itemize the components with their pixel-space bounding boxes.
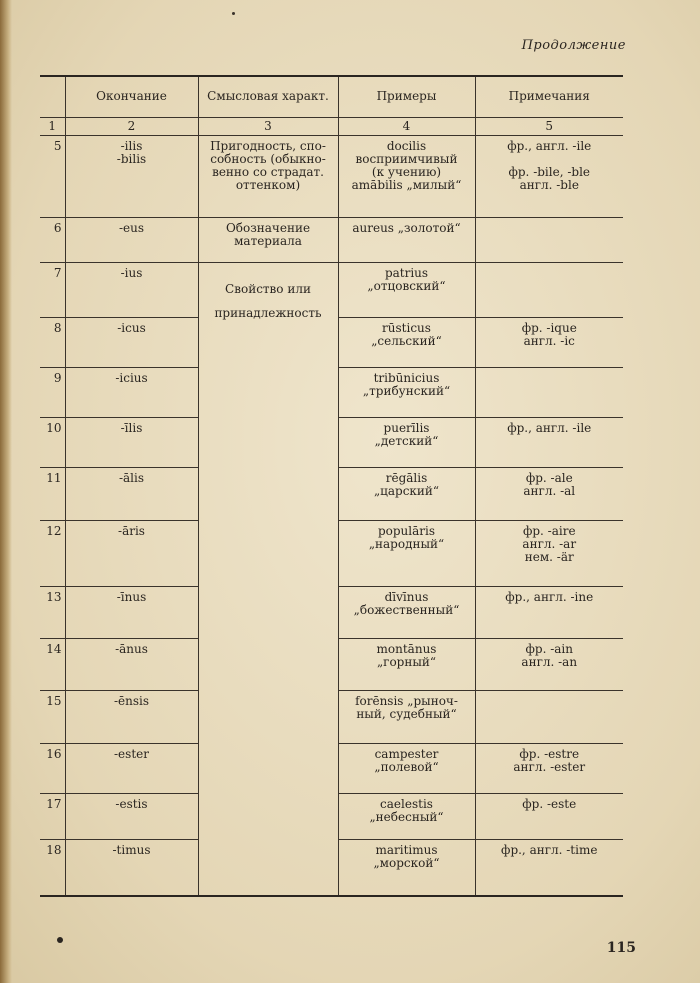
notes-cell: [475, 690, 623, 743]
column-number: 5: [475, 117, 623, 135]
column-number-row: [40, 117, 623, 135]
suffix-ending: -eus: [65, 217, 198, 262]
notes-cell: фр. -ale англ. -al: [475, 467, 623, 520]
header-semantic: Смысловая характ.: [198, 76, 338, 117]
example-cell: campester „полевой“: [338, 743, 475, 793]
row-number: 11: [40, 467, 65, 520]
semantic-merged-cell: [198, 262, 338, 896]
row-number: 6: [40, 217, 65, 262]
print-speck: [57, 937, 63, 943]
example-cell: rūsticus „сельский“: [338, 317, 475, 367]
example-cell: aureus „золотой“: [338, 217, 475, 262]
table-body: [40, 135, 623, 896]
row-number: 16: [40, 743, 65, 793]
suffix-ending: -icius: [65, 367, 198, 417]
suffix-table: [40, 75, 623, 897]
notes-cell: фр., англ. -ile: [475, 417, 623, 467]
column-number: 3: [198, 117, 338, 135]
notes-cell: фр., англ. -ile фр. -bile, -ble англ. -ble: [475, 135, 623, 217]
row-number: 17: [40, 793, 65, 839]
suffix-ending: -ilis -bilis: [65, 135, 198, 217]
suffix-ending: -ēnsis: [65, 690, 198, 743]
semantic-merged-line: Свойство или: [225, 281, 311, 296]
notes-cell: фр. -ain англ. -an: [475, 638, 623, 690]
semantic-merged-line: принадлежность: [214, 305, 322, 320]
book-spine-shadow: [0, 0, 12, 983]
notes-cell: фр. -este: [475, 793, 623, 839]
example-cell: tribūnicius „трибунский“: [338, 367, 475, 417]
row-number: 5: [40, 135, 65, 217]
table-row: [40, 217, 623, 262]
suffix-ending: -āris: [65, 520, 198, 586]
suffix-ending: -timus: [65, 839, 198, 896]
row-number: 18: [40, 839, 65, 896]
row-number: 15: [40, 690, 65, 743]
semantic-cell: Пригодность, спо- собность (обыкно- венно со страдат. оттенком): [198, 135, 338, 217]
column-number: 2: [65, 117, 198, 135]
header-num: [40, 76, 65, 117]
suffix-ending: -ester: [65, 743, 198, 793]
notes-cell: [475, 262, 623, 317]
example-cell: docilis восприимчивый (к учению) amābilis „милый“: [338, 135, 475, 217]
row-number: 8: [40, 317, 65, 367]
header-notes: Примечания: [475, 76, 623, 117]
suffix-ending: -īnus: [65, 586, 198, 638]
notes-cell: [475, 217, 623, 262]
table-row: [40, 262, 623, 317]
continued-label: Продолжение: [521, 38, 626, 53]
suffix-ending: -icus: [65, 317, 198, 367]
notes-cell: фр. -ique англ. -ic: [475, 317, 623, 367]
example-cell: patrius „отцовский“: [338, 262, 475, 317]
example-cell: populāris „народный“: [338, 520, 475, 586]
line-gap: [203, 296, 334, 307]
column-number: 1: [40, 117, 65, 135]
row-number: 7: [40, 262, 65, 317]
suffix-ending: -ānus: [65, 638, 198, 690]
row-number: 14: [40, 638, 65, 690]
notes-cell: фр. -aire англ. -ar нем. -är: [475, 520, 623, 586]
row-number: 13: [40, 586, 65, 638]
semantic-cell: Обозначение материала: [198, 217, 338, 262]
column-number: 4: [338, 117, 475, 135]
suffix-ending: -īlis: [65, 417, 198, 467]
suffix-ending: -estis: [65, 793, 198, 839]
notes-cell: [475, 367, 623, 417]
example-cell: rēgālis „царский“: [338, 467, 475, 520]
notes-cell: фр. -estre англ. -ester: [475, 743, 623, 793]
example-cell: caelestis „небесный“: [338, 793, 475, 839]
suffix-ending: -ālis: [65, 467, 198, 520]
table-row: [40, 135, 623, 217]
print-speck: [232, 12, 235, 15]
example-cell: forēnsis „рыноч- ный, судебный“: [338, 690, 475, 743]
suffix-ending: -ius: [65, 262, 198, 317]
example-cell: dīvīnus „божественный“: [338, 586, 475, 638]
header-examples: Примеры: [338, 76, 475, 117]
row-number: 10: [40, 417, 65, 467]
notes-cell: фр., англ. -ine: [475, 586, 623, 638]
row-number: 9: [40, 367, 65, 417]
header-ending: Окончание: [65, 76, 198, 117]
example-cell: montānus „горный“: [338, 638, 475, 690]
row-number: 12: [40, 520, 65, 586]
page-number: 115: [606, 940, 636, 956]
notes-cell: фр., англ. -time: [475, 839, 623, 896]
example-cell: puerīlis „детский“: [338, 417, 475, 467]
example-cell: maritimus „морской“: [338, 839, 475, 896]
table-header-row: [40, 76, 623, 117]
